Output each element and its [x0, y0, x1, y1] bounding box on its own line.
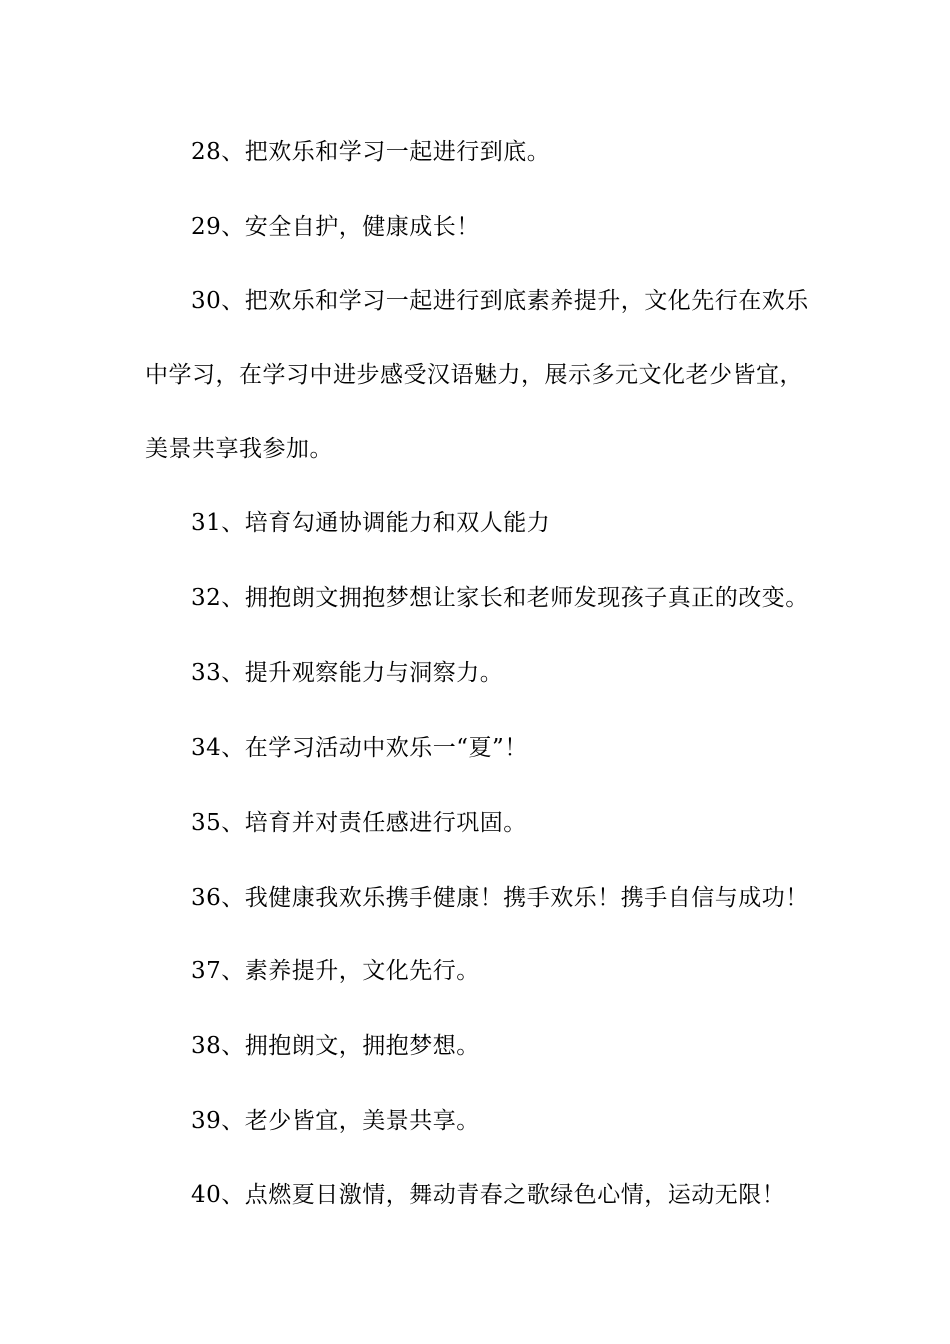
- list-item: 34、在学习活动中欢乐一“夏”！: [191, 735, 528, 761]
- list-item: 36、我健康我欢乐携手健康！携手欢乐！携手自信与成功！: [191, 885, 809, 911]
- list-item: 29、安全自护，健康成长！: [191, 214, 480, 240]
- list-item: 37、素养提升，文化先行。: [191, 958, 480, 984]
- list-item: 32、拥抱朗文拥抱梦想让家长和老师发现孩子真正的改变。: [191, 585, 809, 611]
- list-item: 30、把欢乐和学习一起进行到底素养提升，文化先行在欢乐中学习，在学习中进步感受汉语魅力，展示多元文化老少皆宜，美景共享我参加。: [145, 288, 809, 462]
- list-item: 38、拥抱朗文，拥抱梦想。: [191, 1033, 480, 1059]
- list-item: 35、培育并对责任感进行巩固。: [191, 810, 527, 836]
- list-item: 33、提升观察能力与洞察力。: [191, 660, 504, 686]
- list-item: 40、点燃夏日激情，舞动青春之歌绿色心情，运动无限！: [191, 1182, 786, 1208]
- list-item: 31、培育勾通协调能力和双人能力: [191, 510, 551, 536]
- list-item: 28、把欢乐和学习一起进行到底。: [191, 139, 551, 165]
- list-item: 39、老少皆宜，美景共享。: [191, 1108, 480, 1134]
